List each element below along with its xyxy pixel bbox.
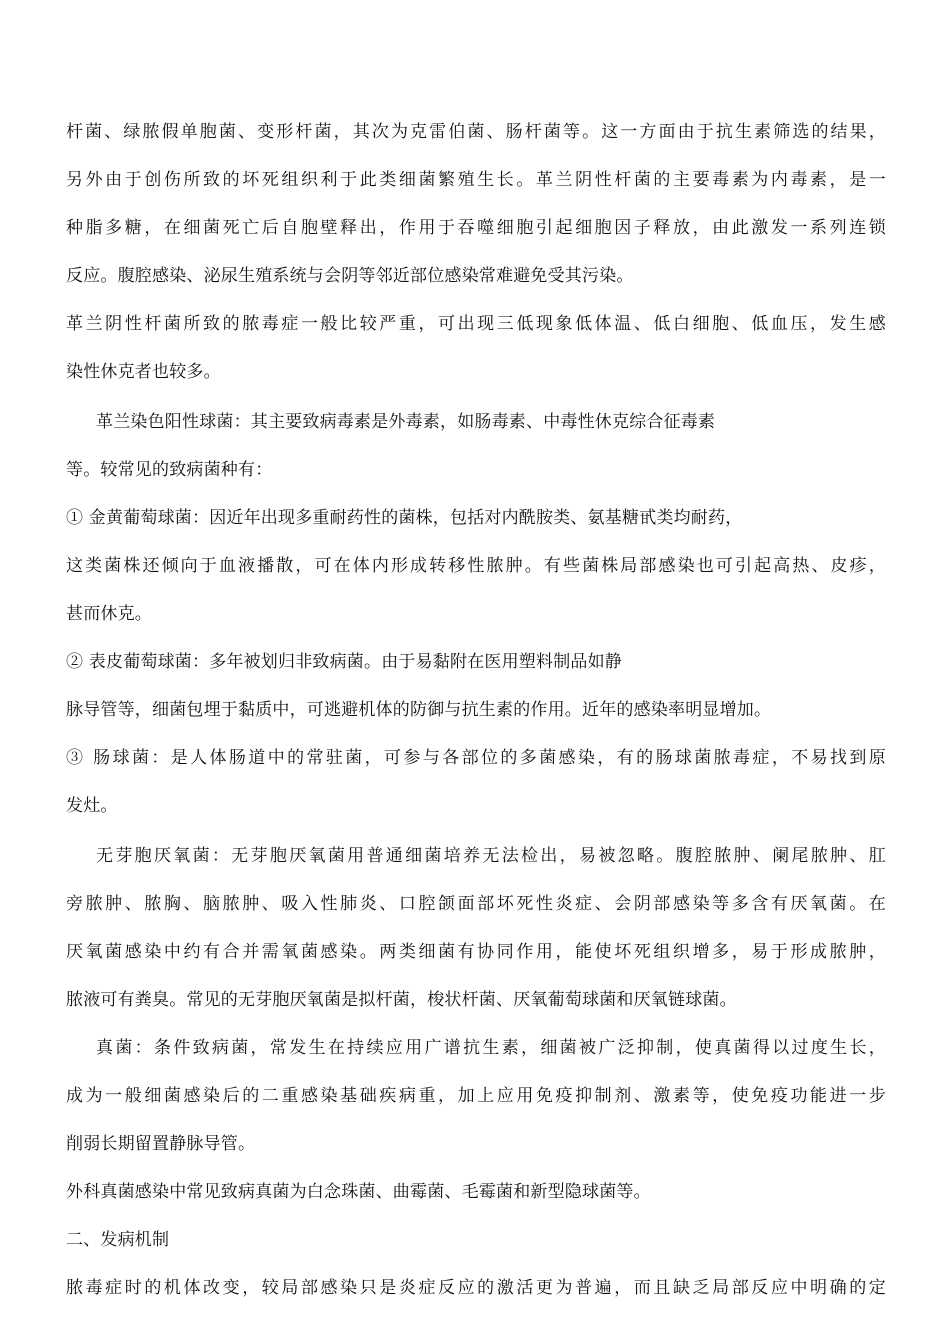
text-line-22: 削弱长期留置静脉导管。 [66, 1134, 256, 1154]
text-line-4: 反应。腹腔感染、泌尿生殖系统与会阴等邻近部位感染常难避免受其污染。 [66, 266, 634, 286]
text-line-23: 外科真菌感染中常见致病真菌为白念珠菌、曲霉菌、毛霉菌和新型隐球菌等。 [66, 1182, 651, 1202]
text-line-17: 旁脓肿、脓胸、脑脓肿、吸入性肺炎、口腔颌面部坏死性炎症、会阴部感染等多含有厌氧菌。在 [66, 894, 886, 914]
text-line-19: 脓液可有粪臭。常见的无芽胞厌氧菌是拟杆菌，梭状杆菌、厌氧葡萄球菌和厌氧链球菌。 [66, 990, 737, 1010]
text-line-10: 这类菌株还倾向于血液播散，可在体内形成转移性脓肿。有些菌株局部感染也可引起高热、皮疹， [66, 556, 886, 576]
text-line-13: 脉导管等，细菌包埋于黏质中，可逃避机体的防御与抗生素的作用。近年的感染率明显增加。 [66, 700, 772, 720]
text-line-20: 真菌：条件致病菌，常发生在持续应用广谱抗生素，细菌被广泛抑制，使真菌得以过度生长， [96, 1038, 886, 1058]
text-line-7: 革兰染色阳性球菌：其主要致病毒素是外毒素，如肠毒素、中毒性休克综合征毒素 [96, 412, 716, 432]
text-line-25: 脓毒症时的机体改变，较局部感染只是炎症反应的激活更为普遍，而且缺乏局部反应中明确的定 [66, 1278, 886, 1298]
text-line-16: 无芽胞厌氧菌：无芽胞厌氧菌用普通细菌培养无法检出，易被忽略。腹腔脓肿、阑尾脓肿、肛 [96, 846, 886, 866]
text-line-15: 发灶。 [66, 796, 118, 816]
text-line-12: ② 表皮葡萄球菌：多年被划归非致病菌。由于易黏附在医用塑料制品如静 [66, 652, 623, 672]
text-line-8: 等。较常见的致病菌种有： [66, 460, 273, 480]
text-line-5: 革兰阴性杆菌所致的脓毒症一般比较严重，可出现三低现象低体温、低白细胞、低血压，发生感 [66, 314, 886, 334]
text-line-21: 成为一般细菌感染后的二重感染基础疾病重，加上应用免疫抑制剂、激素等，使免疫功能进一步 [66, 1086, 886, 1106]
text-line-1: 杆菌、绿脓假单胞菌、变形杆菌，其次为克雷伯菌、肠杆菌等。这一方面由于抗生素筛选的结果， [66, 122, 886, 142]
text-line-11: 甚而休克。 [66, 604, 152, 624]
text-line-9: ① 金黄葡萄球菌：因近年出现多重耐药性的菌株，包括对内酰胺类、氨基糖甙类均耐药， [66, 508, 743, 528]
text-line-3: 种脂多糖，在细菌死亡后自胞壁释出，作用于吞噬细胞引起细胞因子释放，由此激发一系列连锁 [66, 218, 886, 238]
text-line-6: 染性休克者也较多。 [66, 362, 221, 382]
text-line-18: 厌氧菌感染中约有合并需氧菌感染。两类细菌有协同作用，能使坏死组织增多，易于形成脓肿， [66, 942, 886, 962]
text-line-14: ③ 肠球菌：是人体肠道中的常驻菌，可参与各部位的多菌感染，有的肠球菌脓毒症，不易找到原 [66, 748, 886, 768]
section-heading: 二、发病机制 [66, 1230, 170, 1250]
text-line-2: 另外由于创伤所致的坏死组织利于此类细菌繁殖生长。革兰阴性杆菌的主要毒素为内毒素，是一 [66, 170, 886, 190]
